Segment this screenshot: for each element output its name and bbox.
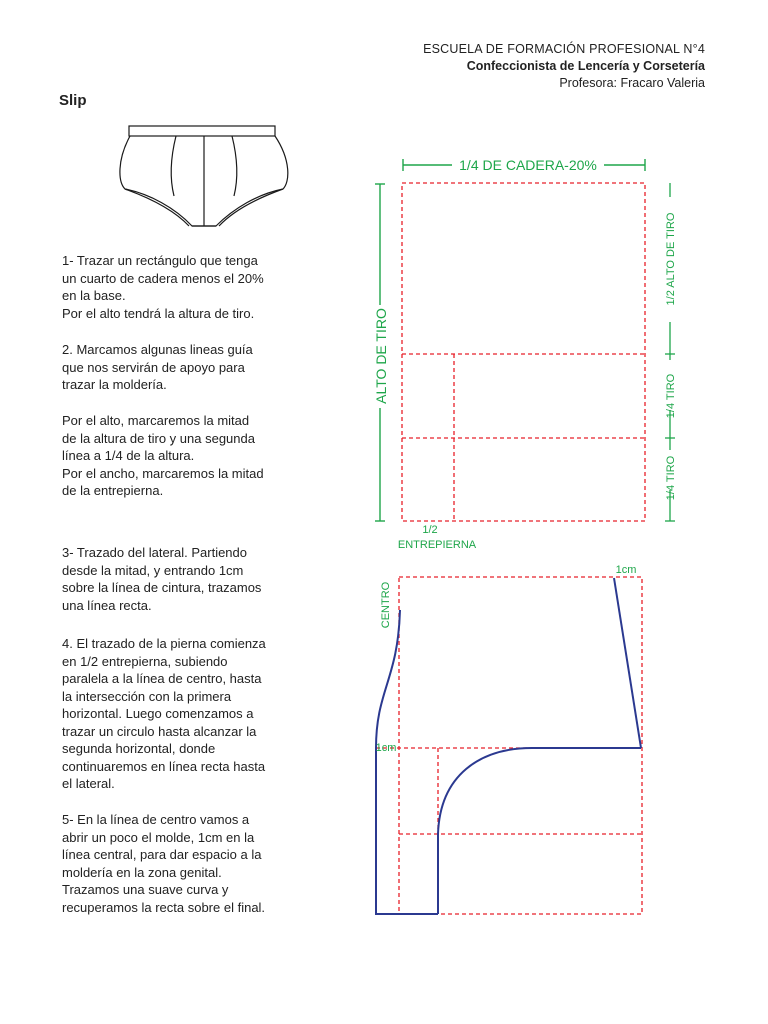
text-line: un cuarto de cadera menos el 20% — [62, 270, 264, 286]
teacher-name: Profesora: Fracaro Valeria — [559, 76, 705, 90]
text-line: Por el alto, marcaremos la mitad — [62, 413, 250, 428]
school-name: ESCUELA DE FORMACIÓN PROFESIONAL N°4 — [423, 42, 705, 56]
width-label: 1/4 DE CADERA-20% — [459, 157, 597, 173]
text-line: en 1/2 entrepierna, subiendo — [62, 653, 228, 669]
briefs-illustration — [120, 126, 288, 226]
text-line: línea central, para dar espacio a la — [62, 847, 262, 862]
text-line: de la entrepierna. — [62, 483, 164, 498]
text-line: 2. Marcamos algunas lineas guía — [62, 342, 253, 357]
text-line: 5- En la línea de centro vamos a — [62, 812, 250, 827]
text-line: paralela a la línea de centro, hasta — [62, 671, 262, 686]
text-line: que nos servirán de apoyo para — [62, 359, 245, 375]
center-label: CENTRO — [380, 581, 392, 629]
text-line: abrir un poco el molde, 1cm en la — [62, 829, 255, 845]
text-line: Trazamos una suave curva y — [62, 882, 229, 897]
pattern-diagram — [376, 564, 642, 914]
left-1cm-label: 1cm — [375, 742, 397, 754]
course-name: Confeccionista de Lencería y Corsetería — [466, 59, 705, 73]
text-line: segunda horizontal, donde — [62, 741, 216, 756]
text-line: 3- Trazado del lateral. Partiendo — [62, 545, 247, 560]
half-crotch-label: 1/2 — [422, 524, 438, 536]
text-line: 4. El trazado de la pierna comienza — [62, 636, 266, 651]
guide-lines — [402, 183, 645, 521]
text-line: continuaremos en línea recta hasta — [62, 758, 266, 774]
page-title: Slip — [59, 92, 87, 109]
text-line: Por el ancho, marcaremos la mitad — [62, 465, 264, 481]
text-line: horizontal. Luego comenzamos a — [62, 706, 254, 721]
text-line: desde la mitad, y entrando 1cm — [62, 562, 244, 578]
half-height-label: 1/2 ALTO DE TIRO — [665, 212, 677, 306]
text-line: 1- Trazar un rectángulo que tenga — [62, 253, 258, 268]
text-line: línea a 1/4 de la altura. — [62, 448, 195, 463]
pattern-outline — [376, 578, 641, 914]
text-line: trazar un circulo hasta alcanzar la — [62, 723, 257, 739]
text-line: recuperamos la recta sobre el final. — [62, 899, 266, 915]
pattern-guide-lines — [376, 577, 642, 914]
text-line: en la base. — [62, 288, 126, 303]
text-line: de la altura de tiro y una segunda — [62, 430, 255, 446]
text-line: moldería en la zona genital. — [62, 864, 222, 880]
height-label: ALTO DE TIRO — [373, 308, 389, 404]
crotch-label: ENTREPIERNA — [397, 539, 477, 551]
text-line: una línea recta. — [62, 597, 152, 613]
text-line: trazar la moldería. — [62, 377, 167, 392]
text-line: Por el alto tendrá la altura de tiro. — [62, 305, 255, 321]
top-1cm-label: 1cm — [615, 564, 637, 576]
base-rectangle-diagram — [373, 157, 677, 551]
text-line: la intersección con la primera — [62, 688, 232, 704]
text-line: sobre la línea de cintura, trazamos — [62, 580, 262, 595]
text-line: el lateral. — [62, 776, 115, 791]
quarter-label-2: 1/4 TIRO — [665, 455, 677, 501]
quarter-label-1: 1/4 TIRO — [665, 373, 677, 419]
